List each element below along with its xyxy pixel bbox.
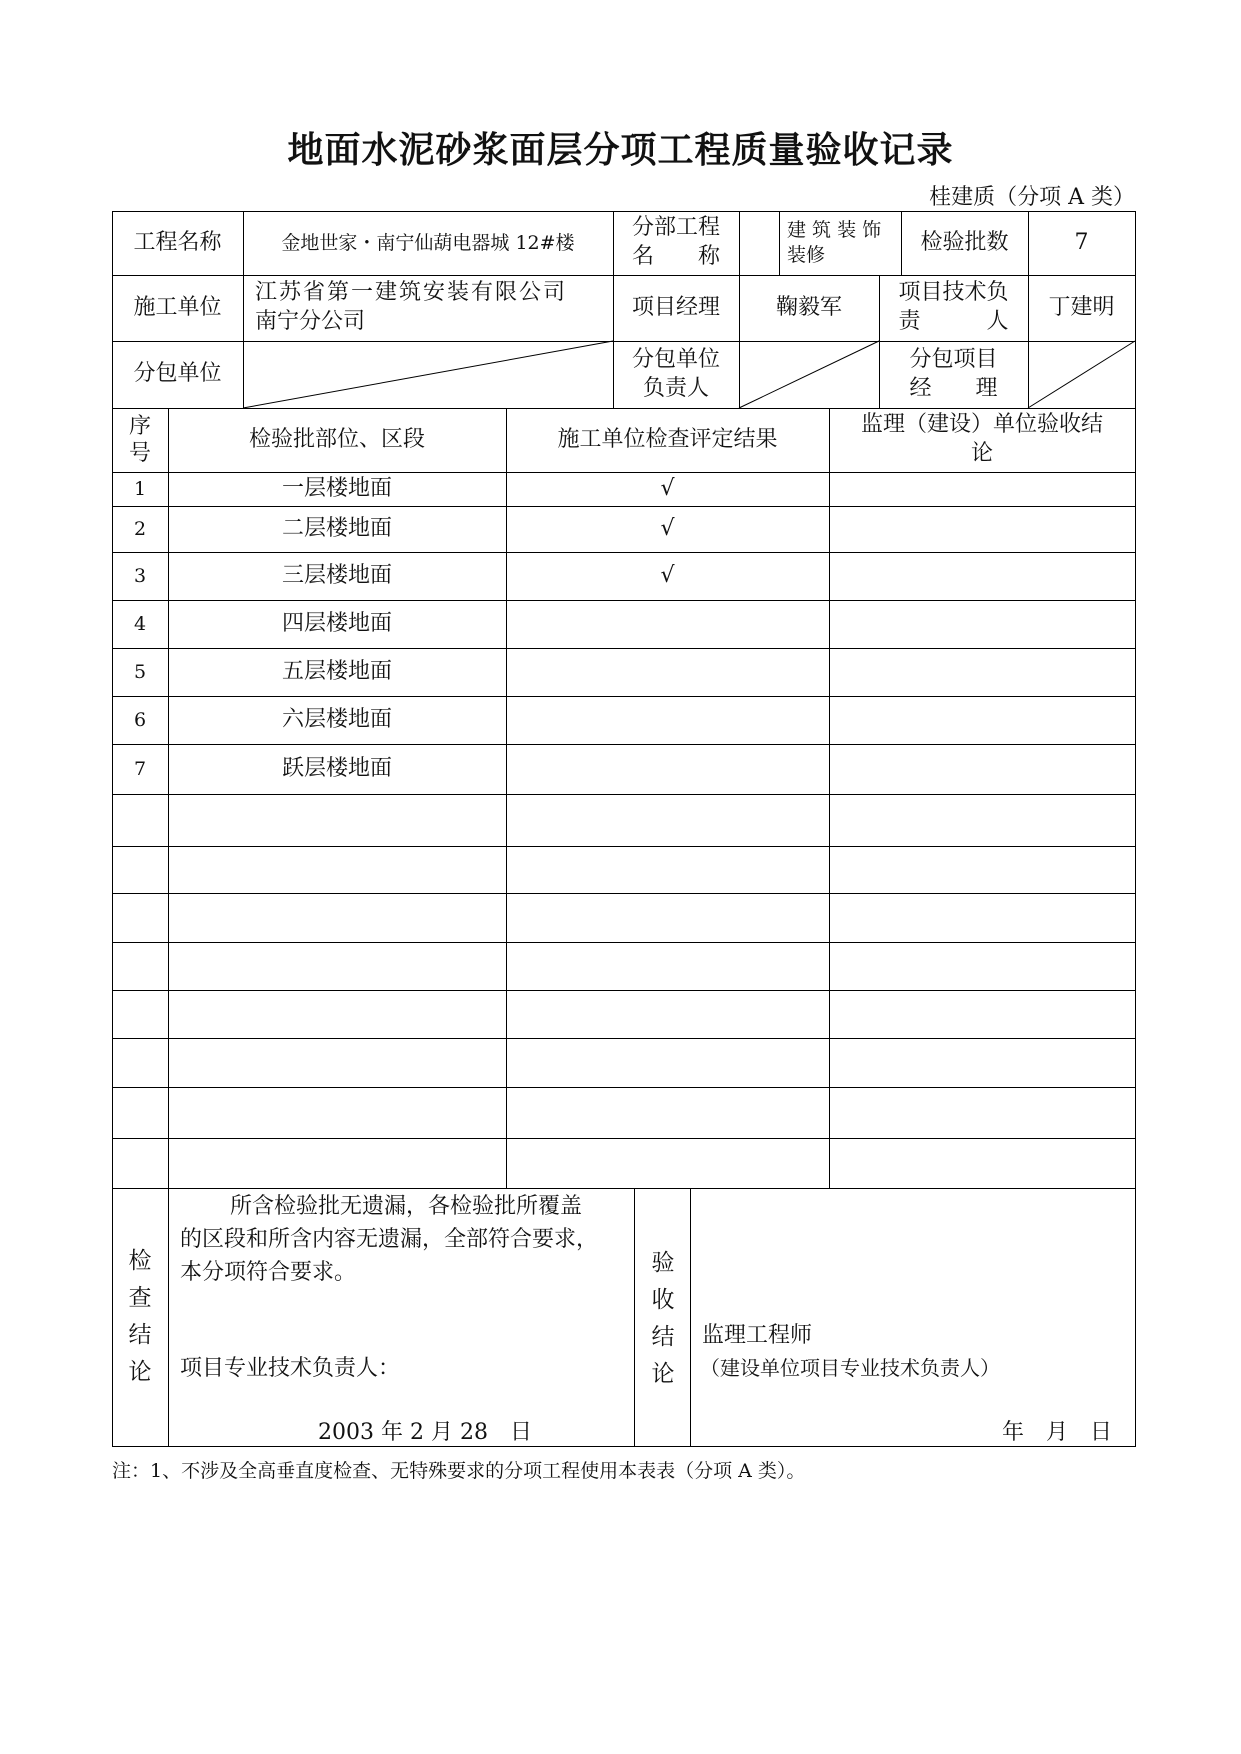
- supervisor-header-line-2: 论: [970, 441, 993, 466]
- tech-lead-value: 丁建明: [1048, 294, 1115, 320]
- accept-signer-subtitle: （建设单位项目专业技术负责人）: [700, 1356, 1000, 1380]
- subcontractor-blank-slash: [243, 341, 613, 408]
- check-conclusion-text: [180, 1190, 630, 1289]
- tech-lead-label-line-1: 项目技术负: [898, 280, 1009, 306]
- page-title: 地面水泥砂浆面层分项工程质量验收记录: [287, 129, 954, 171]
- check-signer-label: 项目专业技术负责人：: [180, 1356, 401, 1381]
- batch-count-label: 检验批数: [920, 229, 1009, 255]
- sub-pm-label: [879, 341, 1028, 408]
- supervisor-column-header: [829, 408, 1135, 472]
- sub-pm-blank-slash: [1028, 341, 1135, 408]
- table-rule: [112, 893, 1136, 894]
- contractor-label: 施工单位: [133, 294, 222, 320]
- project-manager-label: 项目经理: [631, 294, 720, 320]
- tech-lead-label: [879, 275, 1028, 341]
- accept-label-char: 结: [651, 1324, 675, 1350]
- row-seq: 6: [133, 708, 147, 731]
- table-rule: [690, 1188, 691, 1447]
- division-label-line-2: 名 称: [631, 244, 720, 269]
- check-label-char: 结: [128, 1322, 152, 1348]
- row-location: 四层楼地面: [281, 610, 392, 636]
- subcontractor-label: 分包单位: [133, 361, 222, 387]
- project-manager-value: 鞠毅军: [775, 294, 842, 320]
- row-result: [506, 696, 829, 744]
- table-rule: [112, 990, 1136, 991]
- project-name-label: 工程名称: [133, 229, 222, 255]
- row-seq: 2: [133, 517, 147, 540]
- accept-label-char: 收: [651, 1287, 675, 1313]
- acceptance-conclusion-label: [648, 1245, 678, 1393]
- table-rule: [112, 794, 1136, 795]
- footnote: 注：1、不涉及全高垂直度检查、无特殊要求的分项工程使用本表表（分项 A 类）。: [112, 1460, 806, 1482]
- sub-lead-label-line-2: 负责人: [642, 375, 709, 401]
- contractor-value: [243, 275, 613, 341]
- division-value-line-1: 建 筑 装 饰: [787, 219, 882, 242]
- check-text-line-3: 本分项符合要求。: [180, 1260, 357, 1285]
- form-code: 桂建质（分项 A 类）: [929, 185, 1135, 210]
- supervisor-header-line-1: 监理（建设）单位验收结: [860, 412, 1103, 438]
- division-label: [613, 211, 739, 275]
- row-result: √: [660, 562, 675, 588]
- seq-header-line-2: 号: [128, 441, 151, 466]
- row-location: 二层楼地面: [281, 515, 392, 541]
- row-seq: 7: [133, 757, 147, 780]
- result-column-header: 施工单位检查评定结果: [557, 426, 778, 452]
- division-value: [779, 211, 901, 275]
- location-column-header: 检验批部位、区段: [248, 426, 425, 452]
- table-rule: [112, 1087, 1136, 1088]
- check-label-char: 查: [128, 1285, 152, 1311]
- row-location: 三层楼地面: [281, 562, 392, 588]
- table-rule: [112, 1138, 1136, 1139]
- sub-lead-label-line-1: 分包单位: [631, 346, 720, 372]
- table-rule: [112, 1188, 1136, 1189]
- row-location: 跃层楼地面: [281, 755, 392, 781]
- table-rule: [739, 211, 740, 276]
- check-date: 2003 年 2 月 28 日: [318, 1420, 532, 1445]
- sub-pm-label-line-2: 经 理: [909, 375, 998, 401]
- division-label-line-1: 分部工程: [631, 215, 720, 241]
- accept-date: 年 月 日: [1002, 1420, 1113, 1445]
- row-result: [506, 648, 829, 696]
- check-label-char: 论: [128, 1359, 152, 1385]
- check-conclusion-label: [125, 1243, 155, 1391]
- seq-column-header: [112, 408, 168, 472]
- row-seq: 3: [133, 564, 147, 587]
- accept-label-char: 论: [651, 1361, 675, 1387]
- table-rule: [1135, 211, 1136, 1447]
- check-label-char: 检: [128, 1248, 152, 1274]
- tech-lead-label-line-2: 责 人: [898, 309, 1009, 334]
- table-rule: [829, 408, 830, 1189]
- table-rule: [634, 1188, 635, 1447]
- row-result: √: [660, 515, 675, 541]
- accept-label-char: 验: [651, 1250, 675, 1276]
- table-rule: [112, 1038, 1136, 1039]
- batch-count-value: 7: [1074, 229, 1089, 255]
- check-text-line-2: 的区段和所含内容无遗漏，全部符合要求，: [180, 1227, 599, 1252]
- sub-lead-blank-slash: [739, 341, 879, 408]
- row-seq: 4: [133, 612, 147, 635]
- division-value-line-2: 装修: [787, 244, 826, 266]
- contractor-line-2: 南宁分公司: [255, 309, 366, 334]
- row-result: [506, 744, 829, 794]
- contractor-line-1: 江苏省第一建筑安装有限公司: [255, 280, 568, 306]
- seq-header-line-1: 序: [128, 413, 151, 439]
- row-seq: 5: [133, 660, 147, 683]
- row-seq: 1: [133, 477, 147, 500]
- table-rule: [112, 846, 1136, 847]
- sub-lead-label: [613, 341, 739, 408]
- table-rule: [112, 1446, 1136, 1447]
- accept-signer-title: 监理工程师: [702, 1323, 813, 1348]
- sub-pm-label-line-1: 分包项目: [909, 346, 998, 372]
- row-location: 六层楼地面: [281, 706, 392, 732]
- row-result: √: [660, 475, 675, 501]
- row-location: 五层楼地面: [281, 658, 392, 684]
- check-text-line-1: 所含检验批无遗漏，各检验批所覆盖: [230, 1194, 583, 1219]
- project-name-value: 金地世家・南宁仙葫电器城 12#楼: [281, 231, 575, 254]
- row-location: 一层楼地面: [281, 475, 392, 501]
- table-rule: [112, 942, 1136, 943]
- row-result: [506, 600, 829, 648]
